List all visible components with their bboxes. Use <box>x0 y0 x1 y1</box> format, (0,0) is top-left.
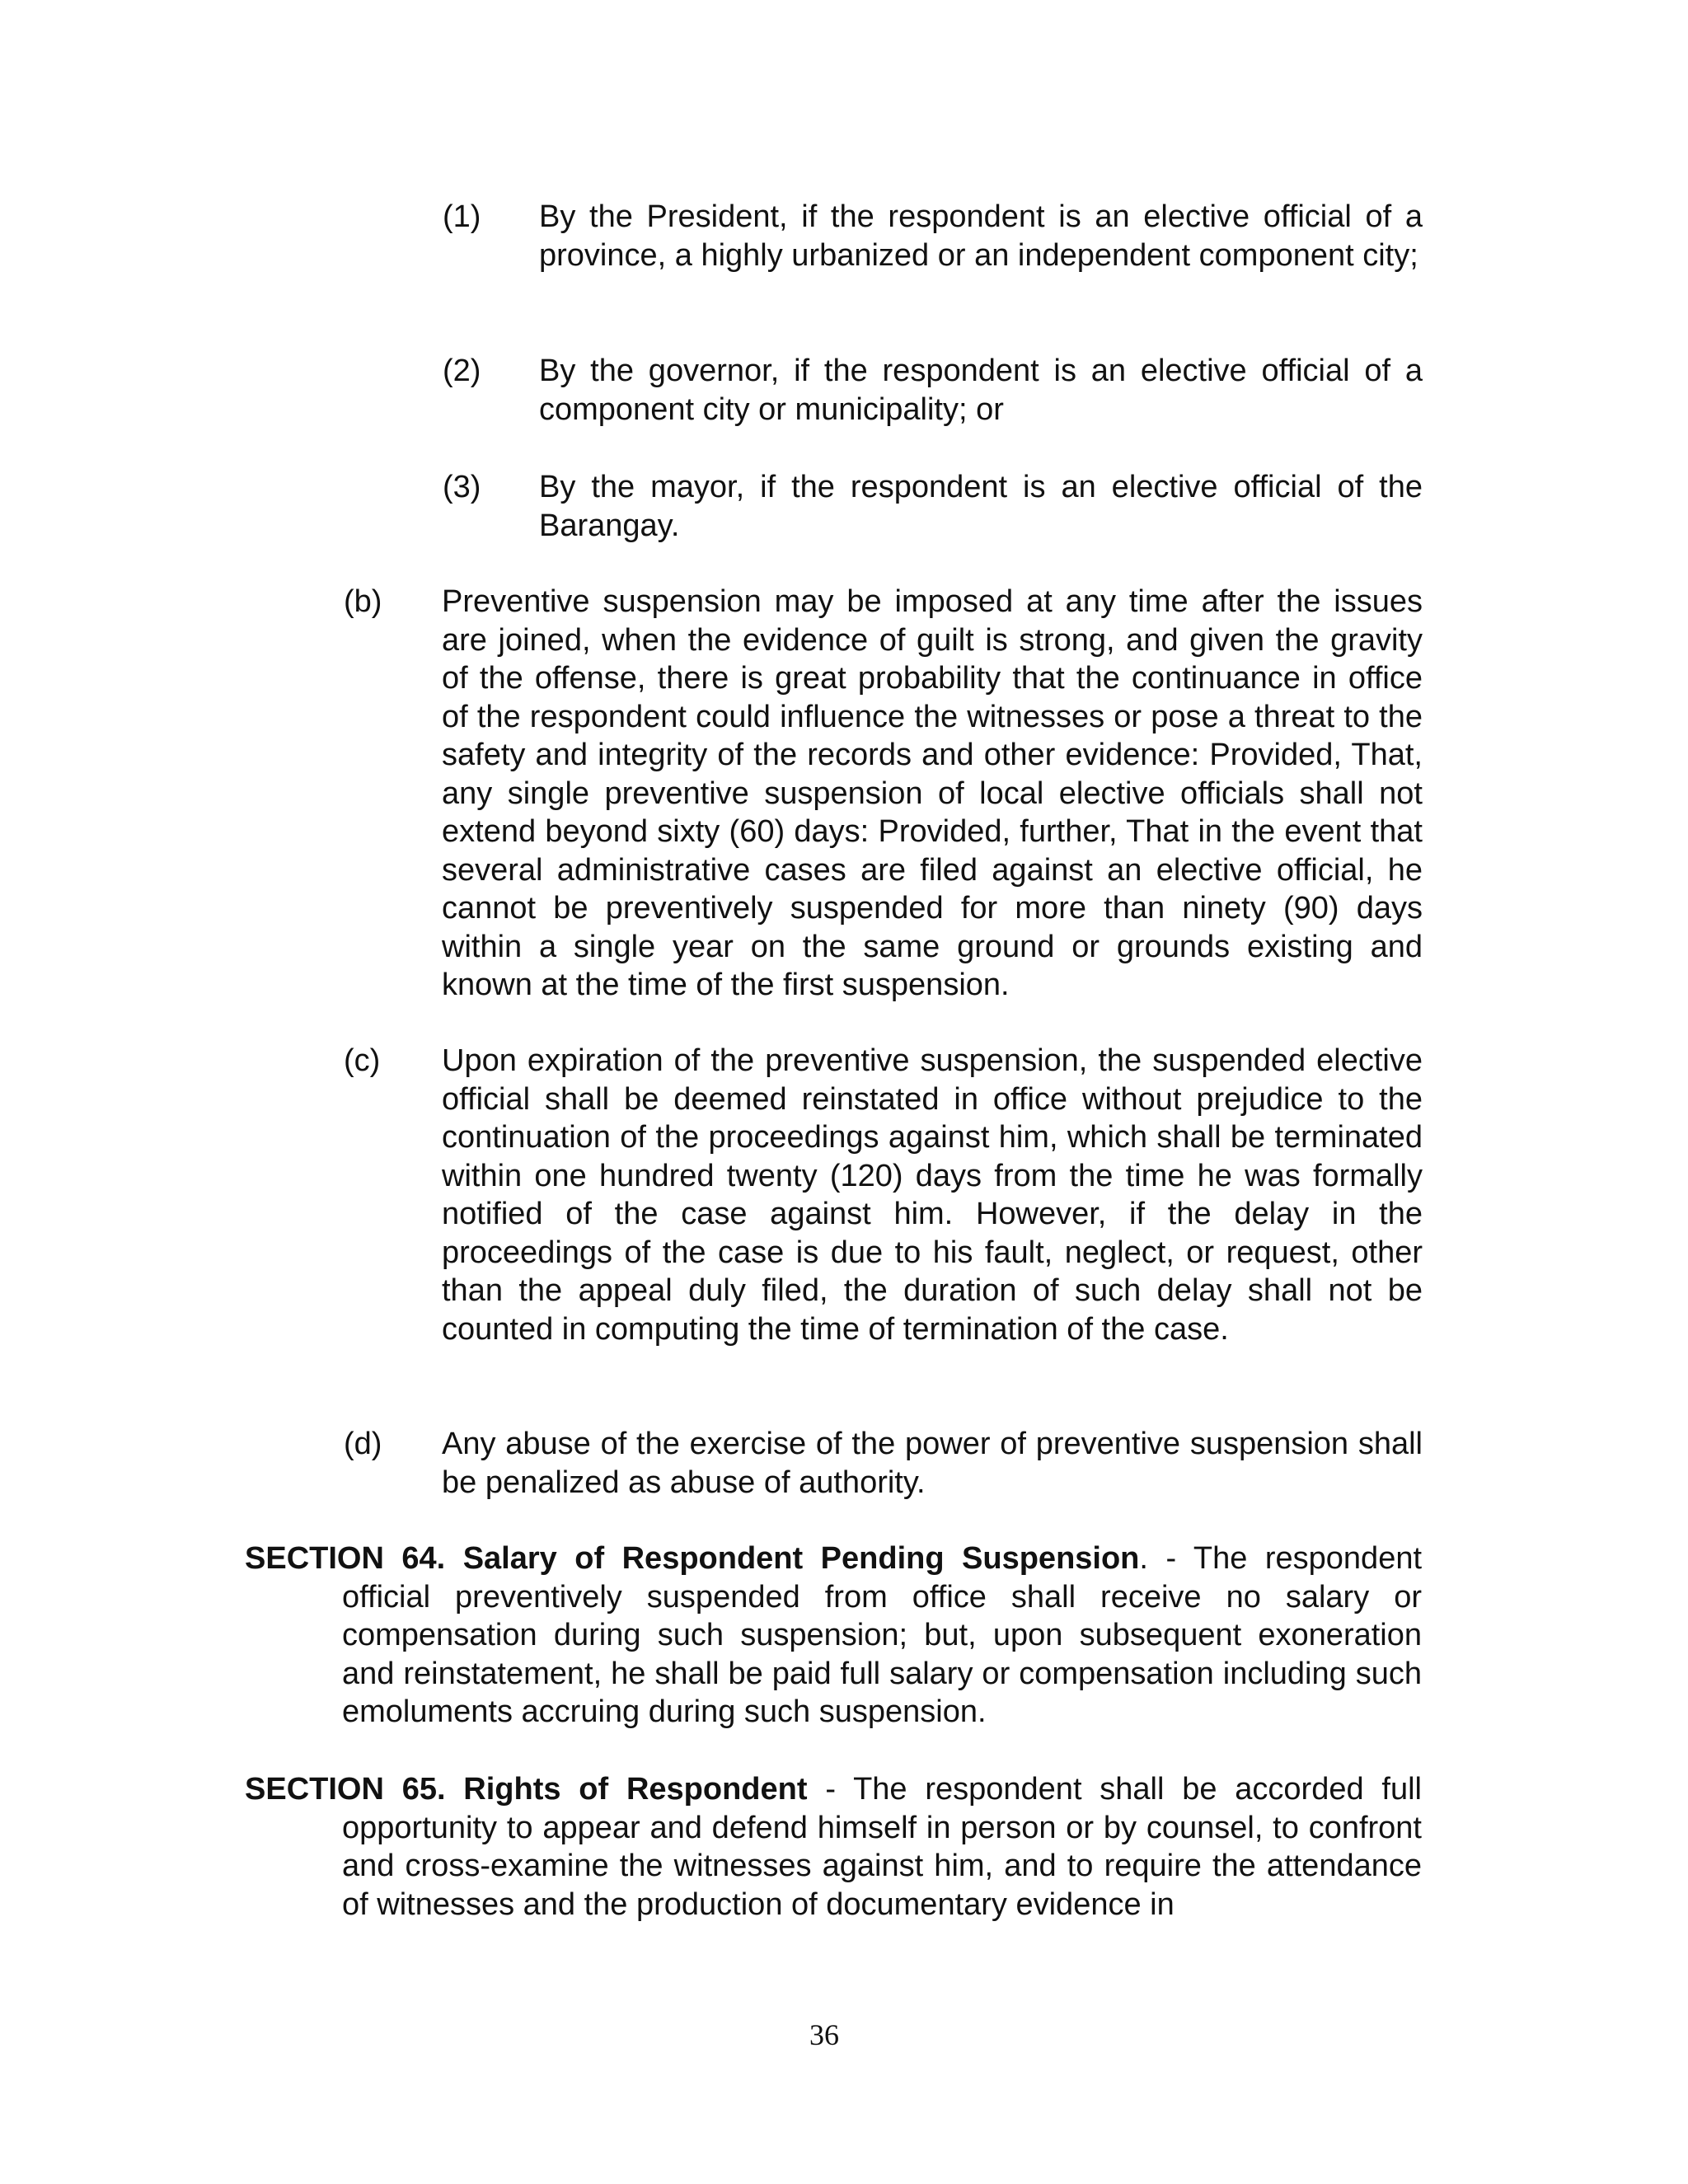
section-64-separator: . - <box>1139 1541 1193 1576</box>
item-label-c: (c) <box>344 1043 381 1078</box>
page-number: 36 <box>809 2018 839 2051</box>
item-label-b: (b) <box>344 584 382 619</box>
subitem-label-3: (3) <box>443 470 481 504</box>
item-text-b: Preventive suspension may be imposed at any time after the issues are joined, when the evidence of guilt is strong, and given the gravity of the offense, there is great probability that the continuance in office of the respondent could influence the witnesses or pose a threat to the safety and integrity of the records and other evidence: Provided, That, any single preventive suspension of local elective officials shall not extend beyond sixty (60) days: Provided, further, That in the event that several administrative cases are filed against an elective official, he cannot be preventively suspended for more than ninety (90) days within a single year on the same ground or grounds existing and known at the time of the first suspension. <box>442 584 1423 1002</box>
subitem-label-2: (2) <box>443 354 481 388</box>
section-65-heading: SECTION 65. Rights of Respondent <box>245 1772 808 1807</box>
subitem-text-1: By the President, if the respondent is an elective official of a province, a highly urbanized or an independent component city; <box>539 199 1423 273</box>
section-65-separator: - <box>807 1772 854 1807</box>
section-65-text: The respondent shall be accorded full opportunity to appear and defend himself in person or by counsel, to confront and cross-examine the witnesses against him, and to require the attendance of witnesses and the production of documentary evidence in <box>342 1772 1422 1922</box>
subitem-text-2: By the governor, if the respondent is an elective official of a component city or municipality; or <box>539 354 1423 427</box>
item-text-c: Upon expiration of the preventive suspension, the suspended elective official shall be deemed reinstated in office without prejudice to the continuation of the proceedings against him, which shall be terminated within one hundred twenty (120) days from the time he was formally notified of the case against him. However, if the delay in the proceedings of the case is due to his fault, neglect, or request, other than the appeal duly filed, the duration of such delay shall not be counted in computing the time of termination of the case. <box>442 1043 1423 1347</box>
section-65 <box>245 1770 1422 1924</box>
item-label-d: (d) <box>344 1427 382 1461</box>
section-64-text: The respondent official preventively suspended from office shall receive no salary or compensation during such suspension; but, upon subsequent exoneration and reinstatement, he shall be paid full salary or compensation including such emoluments accruing during such suspension. <box>342 1541 1423 1729</box>
subitem-text-3: By the mayor, if the respondent is an elective official of the Barangay. <box>539 470 1423 543</box>
section-64-heading: SECTION 64. Salary of Respondent Pending Suspension <box>245 1541 1140 1576</box>
subitem-label-1: (1) <box>443 199 481 234</box>
section-64 <box>245 1540 1422 1732</box>
item-text-d: Any abuse of the exercise of the power of preventive suspension shall be penalized as abuse of authority. <box>442 1427 1423 1500</box>
